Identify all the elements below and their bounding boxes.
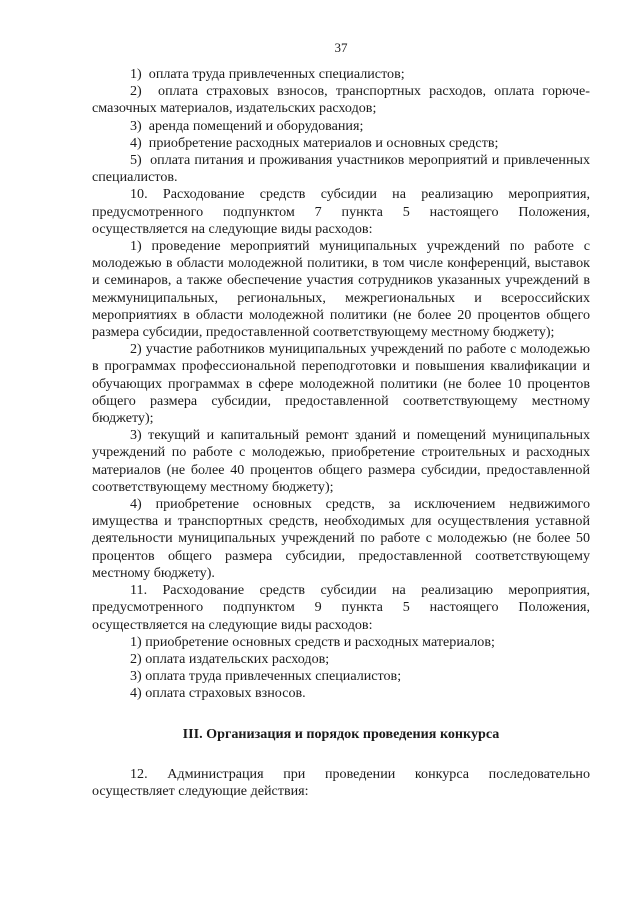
- paragraph-8: 2) участие работников муниципальных учреждений по работе с молодежью в программах профессиональной переподготовки и повышения квалификации и обучающих программах в сфере молодежной политики (не более 10 процентов общего размера субсидии, предоставленной соответствующему местному бюджету);: [92, 341, 590, 427]
- section-heading: III. Организация и порядок проведения конкурса: [182, 725, 500, 742]
- paragraph-13: 2) оплата издательских расходов;: [130, 650, 330, 667]
- paragraph-11: 11. Расходование средств субсидии на реализацию мероприятия, предусмотренного подпунктом 9 пункта 5 настоящего Положения, осуществляется на следующие виды расходов:: [92, 582, 590, 633]
- paragraph-2: 2) оплата страховых взносов, транспортных расходов, оплата горюче-смазочных материалов, издательских расходов;: [92, 83, 590, 117]
- paragraph-7: 1) проведение мероприятий муниципальных учреждений по работе с молодежью в области молодежной политики, в том числе конференций, выставок и семинаров, а также обеспечение участия сотрудников указанных учреждений в межмуниципальных, региональных, межрегиональных и всероссийских мероприятиях в области молодежной политики (не более 20 процентов общего размера субсидии, предоставленной соответствующему местному бюджету);: [92, 238, 590, 341]
- section-body-bottom: [92, 766, 590, 800]
- paragraph-14: 3) оплата труда привлеченных специалистов;: [130, 668, 402, 685]
- paragraph-9: 3) текущий и капитальный ремонт зданий и помещений муниципальных учреждений по работе с молодежью, приобретение строительных и расходных материалов (не более 40 процентов общего размера субсидии, предоставленной соответствующему местному бюджету);: [92, 427, 590, 495]
- paragraph-12: 1) приобретение основных средств и расходных материалов;: [130, 633, 495, 650]
- paragraph-10: 4) приобретение основных средств, за исключением недвижимого имущества и транспортных средств, необходимых для осуществления уставной деятельности муниципальных учреждений по работе с молодежью (не более 50 процентов общего размера субсидии, предоставленной соответствующему местному бюджету).: [92, 496, 590, 581]
- paragraph-16: 12. Администрация при проведении конкурса последовательно осуществляет следующие действия:: [92, 765, 590, 799]
- page-number: 37: [334, 40, 348, 55]
- paragraph-1: 1) оплата труда привлеченных специалистов;: [130, 66, 405, 82]
- paragraph-5: 5) оплата питания и проживания участников мероприятий и привлеченных специалистов.: [92, 152, 590, 186]
- paragraph-6: 10. Расходование средств субсидии на реализацию мероприятия, предусмотренного подпунктом 7 пункта 5 настоящего Положения, осуществляется на следующие виды расходов:: [92, 186, 590, 237]
- section-body-top: [92, 66, 590, 703]
- paragraph-4: 4) приобретение расходных материалов и основных средств;: [130, 134, 499, 151]
- paragraph-15: 4) оплата страховых взносов.: [130, 685, 306, 702]
- paragraph-3: 3) аренда помещений и оборудования;: [130, 117, 364, 134]
